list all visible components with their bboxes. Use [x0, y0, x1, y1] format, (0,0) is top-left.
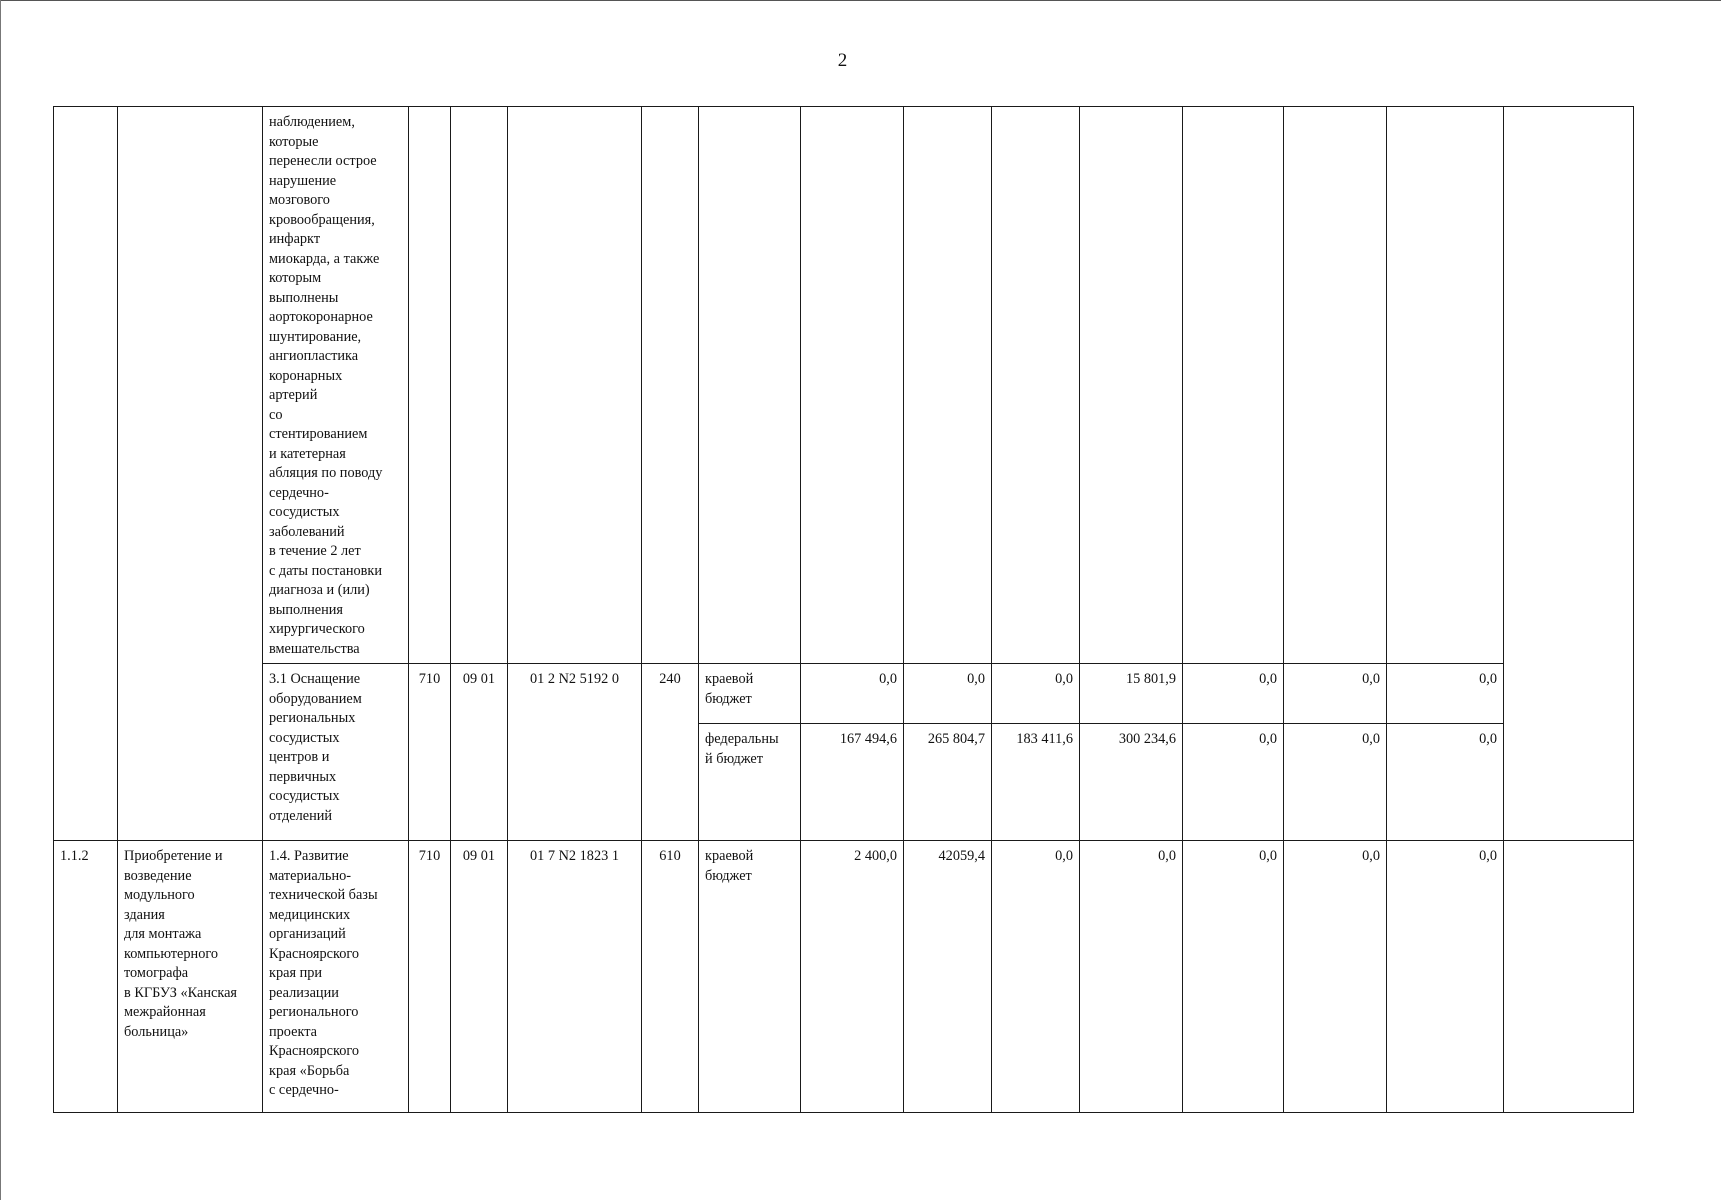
cell-vr: 240 [642, 664, 699, 841]
cell-value-empty [1080, 107, 1183, 664]
cell-value: 2 400,0 [801, 841, 904, 1113]
funding-source-text: федеральны й бюджет [705, 731, 779, 767]
budget-table [53, 106, 1634, 1113]
cell-rzpr: 09 01 [451, 841, 508, 1113]
cell-value: 0,0 [1183, 664, 1284, 724]
cell-value: 0,0 [1387, 841, 1504, 1113]
cell-csr: 01 7 N2 1823 1 [508, 841, 642, 1113]
cell-value: 0,0 [1183, 724, 1284, 841]
cell-value-empty [1387, 107, 1504, 664]
cell-vr: 610 [642, 841, 699, 1113]
cell-number-empty [54, 107, 118, 841]
cell-description [263, 664, 409, 841]
cell-value: 265 804,7 [904, 724, 992, 841]
cell-value: 0,0 [1284, 841, 1387, 1113]
funding-source-text: краевой бюджет [705, 848, 754, 884]
scan-edge-left [0, 0, 1, 1200]
cell-csr: 01 2 N2 5192 0 [508, 664, 642, 841]
description-text: 3.1 Оснащение оборудованием региональных сосудистых центров и первичных сосудистых отделений [269, 671, 362, 824]
cell-description-continued [263, 107, 409, 664]
cell-value: 0,0 [1080, 841, 1183, 1113]
cell-value-empty [904, 107, 992, 664]
cell-value: 0,0 [1387, 724, 1504, 841]
cell-value: 167 494,6 [801, 724, 904, 841]
scan-edge-top [0, 0, 1721, 1]
funding-source-text: краевой бюджет [705, 671, 754, 707]
cell-rzpr-empty [451, 107, 508, 664]
cell-number: 1.1.2 [54, 841, 118, 1113]
cell-source-empty [699, 107, 801, 664]
cell-value: 15 801,9 [1080, 664, 1183, 724]
cell-grbs: 710 [409, 664, 451, 841]
cell-value-empty [801, 107, 904, 664]
description-text: 1.4. Развитие материально- технической базы медицинских организаций Красноярского края при реализации регионального проекта Красноярского края «Борьба с сердечно- [269, 848, 378, 1098]
cell-object [118, 841, 263, 1113]
cell-value-empty [1284, 107, 1387, 664]
cell-rzpr: 09 01 [451, 664, 508, 841]
cell-vr-empty [642, 107, 699, 664]
cell-grbs: 710 [409, 841, 451, 1113]
object-text: Приобретение и возведение модульного здания для монтажа компьютерного томографа в КГБУЗ «Канская межрайонная больница» [124, 848, 237, 1040]
cell-object-empty [118, 107, 263, 841]
cell-value: 42059,4 [904, 841, 992, 1113]
cell-value: 0,0 [992, 841, 1080, 1113]
cell-value: 300 234,6 [1080, 724, 1183, 841]
cell-value-empty [1183, 107, 1284, 664]
cell-result-empty [1504, 841, 1634, 1113]
cell-value: 0,0 [1284, 724, 1387, 841]
cell-value: 0,0 [1183, 841, 1284, 1113]
page-number: 2 [837, 50, 848, 71]
table-row-modular-building [54, 841, 1634, 1113]
cell-description [263, 841, 409, 1113]
cell-csr-empty [508, 107, 642, 664]
cell-grbs-empty [409, 107, 451, 664]
cell-value: 183 411,6 [992, 724, 1080, 841]
cell-value: 0,0 [992, 664, 1080, 724]
description-text: наблюдением, которые перенесли острое нарушение мозгового кровообращения, инфаркт миокарда, а также которым выполнены аортокоронарное шунтирование, ангиопластика коронарных артерий со стентированием и катетерная абляция по поводу сердечно- сосудистых заболеваний в течение 2 лет с даты постановки диагноза и (или) выполнения хирургического вмешательства [269, 114, 383, 657]
cell-value-empty [992, 107, 1080, 664]
table-row-continuation [54, 107, 1634, 664]
cell-value: 0,0 [801, 664, 904, 724]
table-row-equipment-regional [54, 664, 1634, 724]
cell-funding-source [699, 664, 801, 724]
cell-funding-source [699, 724, 801, 841]
cell-value: 0,0 [1387, 664, 1504, 724]
cell-funding-source [699, 841, 801, 1113]
cell-value: 0,0 [1284, 664, 1387, 724]
cell-value: 0,0 [904, 664, 992, 724]
cell-result-empty [1504, 107, 1634, 841]
